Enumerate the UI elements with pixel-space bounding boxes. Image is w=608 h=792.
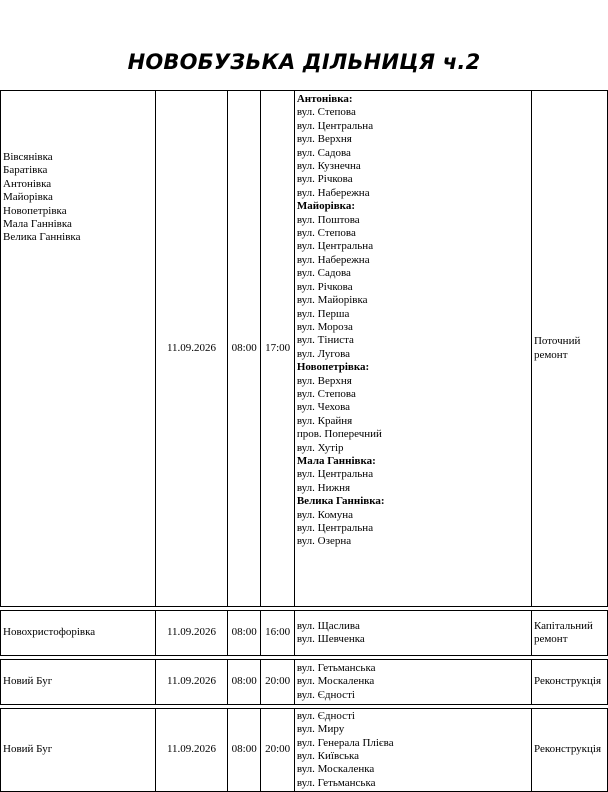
street-item: вул. Степова: [296, 227, 356, 240]
streets-cell: [294, 709, 531, 792]
start-time-cell: 08:00: [227, 611, 260, 656]
street-item: вул. Перша: [296, 307, 350, 320]
start-time-cell: 08:00: [227, 709, 260, 792]
street-item: вул. Комуна: [296, 508, 353, 521]
start-time-cell: 08:00: [227, 660, 260, 705]
list-item: Новий Буг: [3, 675, 53, 688]
list-item: Вівсянівка: [3, 151, 53, 163]
street-item: вул. Набережна: [296, 253, 370, 266]
street-item: вул. Степова: [296, 106, 356, 119]
villages-cell: [1, 660, 156, 705]
villages-cell: [1, 611, 156, 656]
street-item: вул. Верхня: [296, 374, 352, 387]
end-time-cell: 20:00: [261, 709, 294, 792]
street-item: вул. Москаленка: [296, 763, 375, 776]
villages-cell: [1, 91, 156, 607]
street-item: вул. Верхня: [296, 133, 352, 146]
date-cell: 11.09.2026: [156, 91, 228, 607]
list-item: Мала Ганнівка: [3, 218, 72, 231]
street-item: вул. Гетьманська: [296, 776, 376, 789]
settlement-heading: Велика Ганнівка:: [296, 495, 385, 508]
street-item: вул. Річкова: [296, 280, 353, 293]
street-item: вул. Тіниста: [296, 334, 354, 347]
list-item: Реконструкція: [533, 675, 602, 688]
street-item: вул. Крайня: [296, 414, 353, 427]
list-item: Новий Буг: [3, 743, 53, 756]
start-time-cell: 08:00: [227, 91, 260, 607]
date-cell: 11.09.2026: [156, 660, 228, 705]
street-item: вул. Озерна: [296, 535, 352, 548]
end-time-cell: 17:00: [261, 91, 294, 607]
outage-schedule-table: [0, 90, 608, 792]
work-type-cell: [531, 660, 607, 705]
list-item: Антонівка: [3, 177, 52, 190]
street-item: вул. Генерала Плієва: [296, 736, 394, 749]
street-item: вул. Садова: [296, 267, 351, 280]
list-item: ремонт: [533, 633, 568, 645]
street-item: вул. Майорівка: [296, 294, 368, 307]
street-item: вул. Поштова: [296, 213, 360, 226]
table-row: [1, 660, 608, 705]
settlement-heading: Антонівка:: [296, 93, 353, 105]
street-item: вул. Гетьманська: [296, 661, 376, 674]
list-item: Баратівка: [3, 164, 48, 177]
street-item: вул. Єдності: [296, 688, 355, 701]
street-item: вул. Центральна: [296, 119, 374, 132]
street-item: вул. Нижня: [296, 481, 351, 494]
list-item: ремонт: [533, 348, 568, 361]
street-item: вул. Кузнечна: [296, 160, 361, 173]
date-cell: 11.09.2026: [156, 611, 228, 656]
list-item: Поточний: [533, 335, 581, 348]
page-title: НОВОБУЗЬКА ДІЛЬНИЦЯ ч.2: [127, 50, 481, 74]
streets-cell: [294, 611, 531, 656]
list-item: Реконструкція: [533, 743, 602, 756]
street-item: вул. Хутір: [296, 441, 344, 454]
list-item: Капітальний: [533, 619, 593, 632]
street-item: вул. Москаленка: [296, 675, 375, 688]
street-item: вул. Річкова: [296, 173, 353, 186]
street-item: вул. Київська: [296, 750, 360, 762]
table-row: [1, 709, 608, 792]
date-cell: 11.09.2026: [156, 709, 228, 792]
settlement-heading: Новопетрівка:: [296, 361, 370, 374]
street-item: вул. Центральна: [296, 522, 374, 534]
list-item: Новопетрівка: [3, 204, 67, 217]
table-row: [1, 611, 608, 656]
end-time-cell: 20:00: [261, 660, 294, 705]
settlement-heading: Мала Ганнівка:: [296, 454, 376, 467]
street-item: вул. Чехова: [296, 401, 351, 414]
list-item: Майорівка: [3, 191, 53, 204]
street-item: вул. Єдності: [296, 709, 355, 722]
street-item: вул. Миру: [296, 723, 345, 736]
street-item: вул. Шевченка: [296, 633, 365, 645]
street-item: вул. Садова: [296, 146, 351, 159]
settlement-heading: Майорівка:: [296, 200, 356, 213]
work-type-cell: [531, 709, 607, 792]
street-item: вул. Степова: [296, 387, 356, 400]
street-item: вул. Лугова: [296, 347, 351, 360]
end-time-cell: 16:00: [261, 611, 294, 656]
street-item: вул. Набережна: [296, 186, 370, 199]
street-item: вул. Центральна: [296, 468, 374, 481]
street-item: вул. Щаслива: [296, 619, 360, 632]
streets-cell: [294, 91, 531, 607]
work-type-cell: [531, 611, 607, 656]
list-item: Велика Ганнівка: [3, 231, 81, 244]
work-type-cell: [531, 91, 607, 607]
street-item: вул. Центральна: [296, 240, 374, 253]
streets-cell: [294, 660, 531, 705]
table-row: [1, 91, 608, 607]
street-item: пров. Поперечний: [296, 428, 382, 441]
list-item: Новохристофорівка: [3, 626, 96, 639]
street-item: вул. Мороза: [296, 320, 353, 333]
villages-cell: [1, 709, 156, 792]
